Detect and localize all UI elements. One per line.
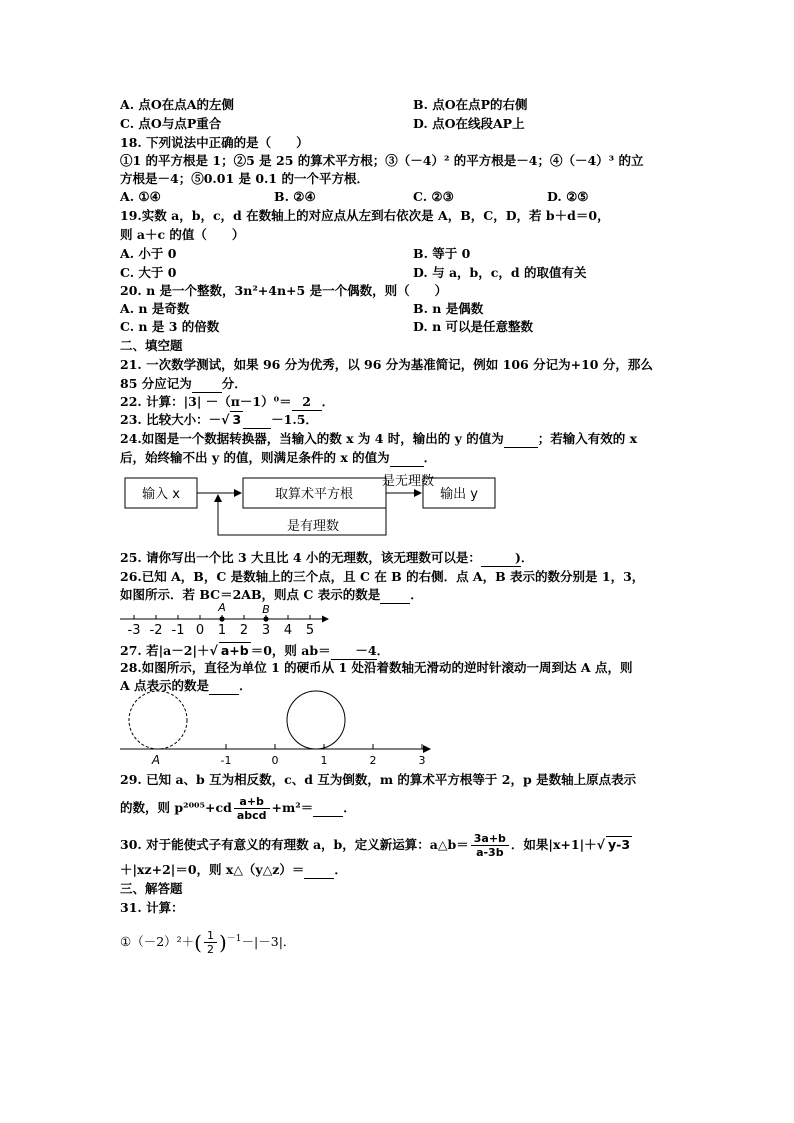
q17-option-a: A. 点O在点A的左侧: [120, 97, 234, 112]
q28-ticks: [221, 744, 426, 767]
q28-line1: 28.如图所示，直径为单位 1 的硬币从 1 处沿着数轴无滑动的逆时针滚动一周到达 A 点，则: [120, 660, 633, 675]
sqrt-box-label: 取算术平方根: [274, 487, 354, 502]
q26-tick-label: 2: [239, 623, 249, 638]
q17-option-d: D. 点O在线段AP上: [413, 116, 525, 131]
q24-line1: 24.如图是一个数据转换器，当输入的数 x 为 4 时，输出的 y 的值为 ；若输入有效的 x: [120, 431, 638, 446]
q23-answer-blank[interactable]: [243, 412, 271, 429]
paren-close: ): [218, 930, 227, 955]
q18-option-b: B. ②④: [274, 189, 316, 204]
q18-stem: 18. 下列说法中正确的是（ ）: [120, 135, 309, 150]
q20-option-d: D. n 可以是任意整数: [413, 319, 534, 334]
q19-option-c: C. 大于 0: [120, 265, 177, 280]
radical-sign-icon: √: [209, 643, 218, 658]
q28-tick-label: 0: [271, 754, 279, 767]
q26-tick-label: -2: [149, 623, 163, 638]
q29-line2: 的数，则 p²⁰⁰⁵+cd $\frac{a+b}{\text{abcd}}$ +m²＝ ．: [120, 795, 356, 822]
q26-line1: 26.已知 A，B，C 是数轴上的三个点，且 C 在 B 的右侧．点 A，B 表示的数分别是 1，3，: [120, 569, 645, 584]
q19-line1: 19.实数 a，b，c，d 在数轴上的对应点从左到右依次是 A，B，C，D，若 b＋d＝0，: [120, 208, 610, 223]
q26-answer-blank[interactable]: [380, 587, 410, 604]
q18-line2: 方根是－4；⑤0.01 是 0.1 的一个平方根．: [120, 171, 369, 186]
paren-open: (: [194, 930, 202, 955]
section-fill-in-title: 二、填空题: [120, 338, 183, 353]
q20-option-a: A. n 是奇数: [120, 301, 190, 316]
radical-sign-icon: √: [221, 412, 230, 427]
q29-line1: 29. 已知 a、b 互为相反数，c、d 互为倒数，m 的算术平方根等于 2，p 是数轴上原点表示: [120, 772, 637, 787]
section-solve-title: 三、解答题: [120, 881, 183, 896]
q31-stem: 31. 计算：: [120, 900, 184, 915]
q30-fraction: $\frac{3a+b}{a-3b}$: [471, 832, 509, 859]
q24-answer-blank-2[interactable]: [390, 450, 424, 467]
q28-tick-label: 3: [418, 754, 426, 767]
q20-stem: 20. n 是一个整数，3n²+4n+5 是一个偶数，则（ ）: [120, 283, 448, 298]
q28-coin-figure: [118, 690, 436, 772]
q18-option-c: C. ②③: [413, 189, 454, 204]
q29-fraction: $\frac{a+b}{\text{abcd}}$: [234, 795, 270, 822]
coin-start-dashed-circle: [129, 691, 187, 749]
q26-line2: 如图所示．若 BC＝2AB，则点 C 表示的数是 ．: [120, 587, 423, 602]
q29-answer-blank[interactable]: [313, 800, 343, 817]
point-a-dot: [219, 616, 224, 621]
q23-line: 23. 比较大小：－√ 3 －1.5．: [120, 412, 318, 427]
q26-tick-label: -1: [171, 623, 185, 638]
irrational-label: 是无理数: [382, 474, 435, 489]
q18-option-d: D. ②⑤: [547, 189, 589, 204]
coin-circle: [287, 691, 345, 749]
rational-label: 是有理数: [286, 519, 340, 534]
q21-line2: 85 分应记为 分．: [120, 376, 247, 391]
q31-item1: ①（－2）²＋( $\frac{1}{2}$ )$^{-1}$－|－3|．: [120, 929, 296, 957]
q19-option-b: B. 等于 0: [413, 246, 471, 261]
q26-tick-label: 0: [195, 623, 205, 638]
q30-line2: ＋|xz+2|＝0，则 x△（y△z）＝ ．: [120, 862, 347, 877]
q28-tick-label: -1: [220, 754, 232, 767]
q21-answer-blank[interactable]: [192, 376, 222, 393]
input-box-label: 输入 x: [142, 487, 180, 502]
point-b-dot: [263, 616, 268, 621]
q23-radicand: 3: [232, 412, 242, 427]
q19-option-d: D. 与 a，b，c，d 的取值有关: [413, 265, 587, 280]
point-b-label: B: [262, 603, 270, 616]
q20-option-b: B. n 是偶数: [413, 301, 484, 316]
q17-option-c: C. 点O与点P重合: [120, 116, 222, 131]
point-a-label: A: [218, 601, 226, 614]
q27-line: 27. 若|a－2|＋√ a+b ＝0，则 ab＝ －4．: [120, 643, 390, 658]
q21-line1: 21. 一次数学测试，如果 96 分为优秀，以 96 分为基准简记，例如 106 分记为+10 分，那么: [120, 357, 653, 372]
q25-line: 25. 请你写出一个比 3 大且比 4 小的无理数，该无理数可以是： )．: [120, 550, 534, 565]
q25-answer-blank[interactable]: ): [481, 550, 521, 567]
q28-tick-label: 1: [320, 754, 328, 767]
q24-line2: 后，始终输不出 y 的值，则满足条件的 x 的值为 ．: [120, 450, 437, 465]
q22-answer-blank[interactable]: 2: [292, 394, 322, 411]
q26-tick-label: 3: [261, 623, 271, 638]
q18-line1: ①1 的平方根是 1；②5 是 25 的算术平方根；③（－4）² 的平方根是－4；④（－4）³ 的立: [120, 153, 644, 168]
q27-radicand: a+b: [220, 643, 249, 658]
radical-sign-icon: √: [596, 837, 605, 852]
q26-tick-label: 4: [283, 623, 293, 638]
q20-option-c: C. n 是 3 的倍数: [120, 319, 220, 334]
q24-answer-blank-1[interactable]: [504, 431, 538, 448]
q19-option-a: A. 小于 0: [120, 246, 177, 261]
q27-answer-blank[interactable]: －4: [331, 643, 377, 660]
q30-answer-blank[interactable]: [304, 862, 334, 879]
q28-tick-label: 2: [369, 754, 377, 767]
q30-radicand: y-3: [607, 837, 631, 852]
q30-line1: 30. 对于能使式子有意义的有理数 a，b，定义新运算：a△b＝ $\frac{3a+b}{a-3b}$ ．如果|x+1|＋√ y-3: [120, 832, 631, 859]
q28-line2: A 点表示的数是 ．: [120, 678, 252, 693]
q24-flowchart: [120, 470, 510, 542]
q18-option-a: A. ①④: [120, 189, 161, 204]
q26-number-line: [118, 600, 333, 638]
q26-tick-label: 5: [305, 623, 315, 638]
output-box-label: 输出 y: [440, 487, 478, 502]
q26-tick-label: 1: [217, 623, 227, 638]
q31-fraction: $\frac{1}{2}$: [204, 929, 217, 956]
q22-line: 22. 计算：|3| －（π－1）⁰＝ 2 ．: [120, 394, 335, 409]
q26-tick-label: -3: [127, 623, 141, 638]
point-a-label: A: [151, 753, 161, 767]
q17-option-b: B. 点O在点P的右侧: [413, 97, 528, 112]
q19-line2: 则 a＋c 的值（ ）: [120, 227, 245, 242]
